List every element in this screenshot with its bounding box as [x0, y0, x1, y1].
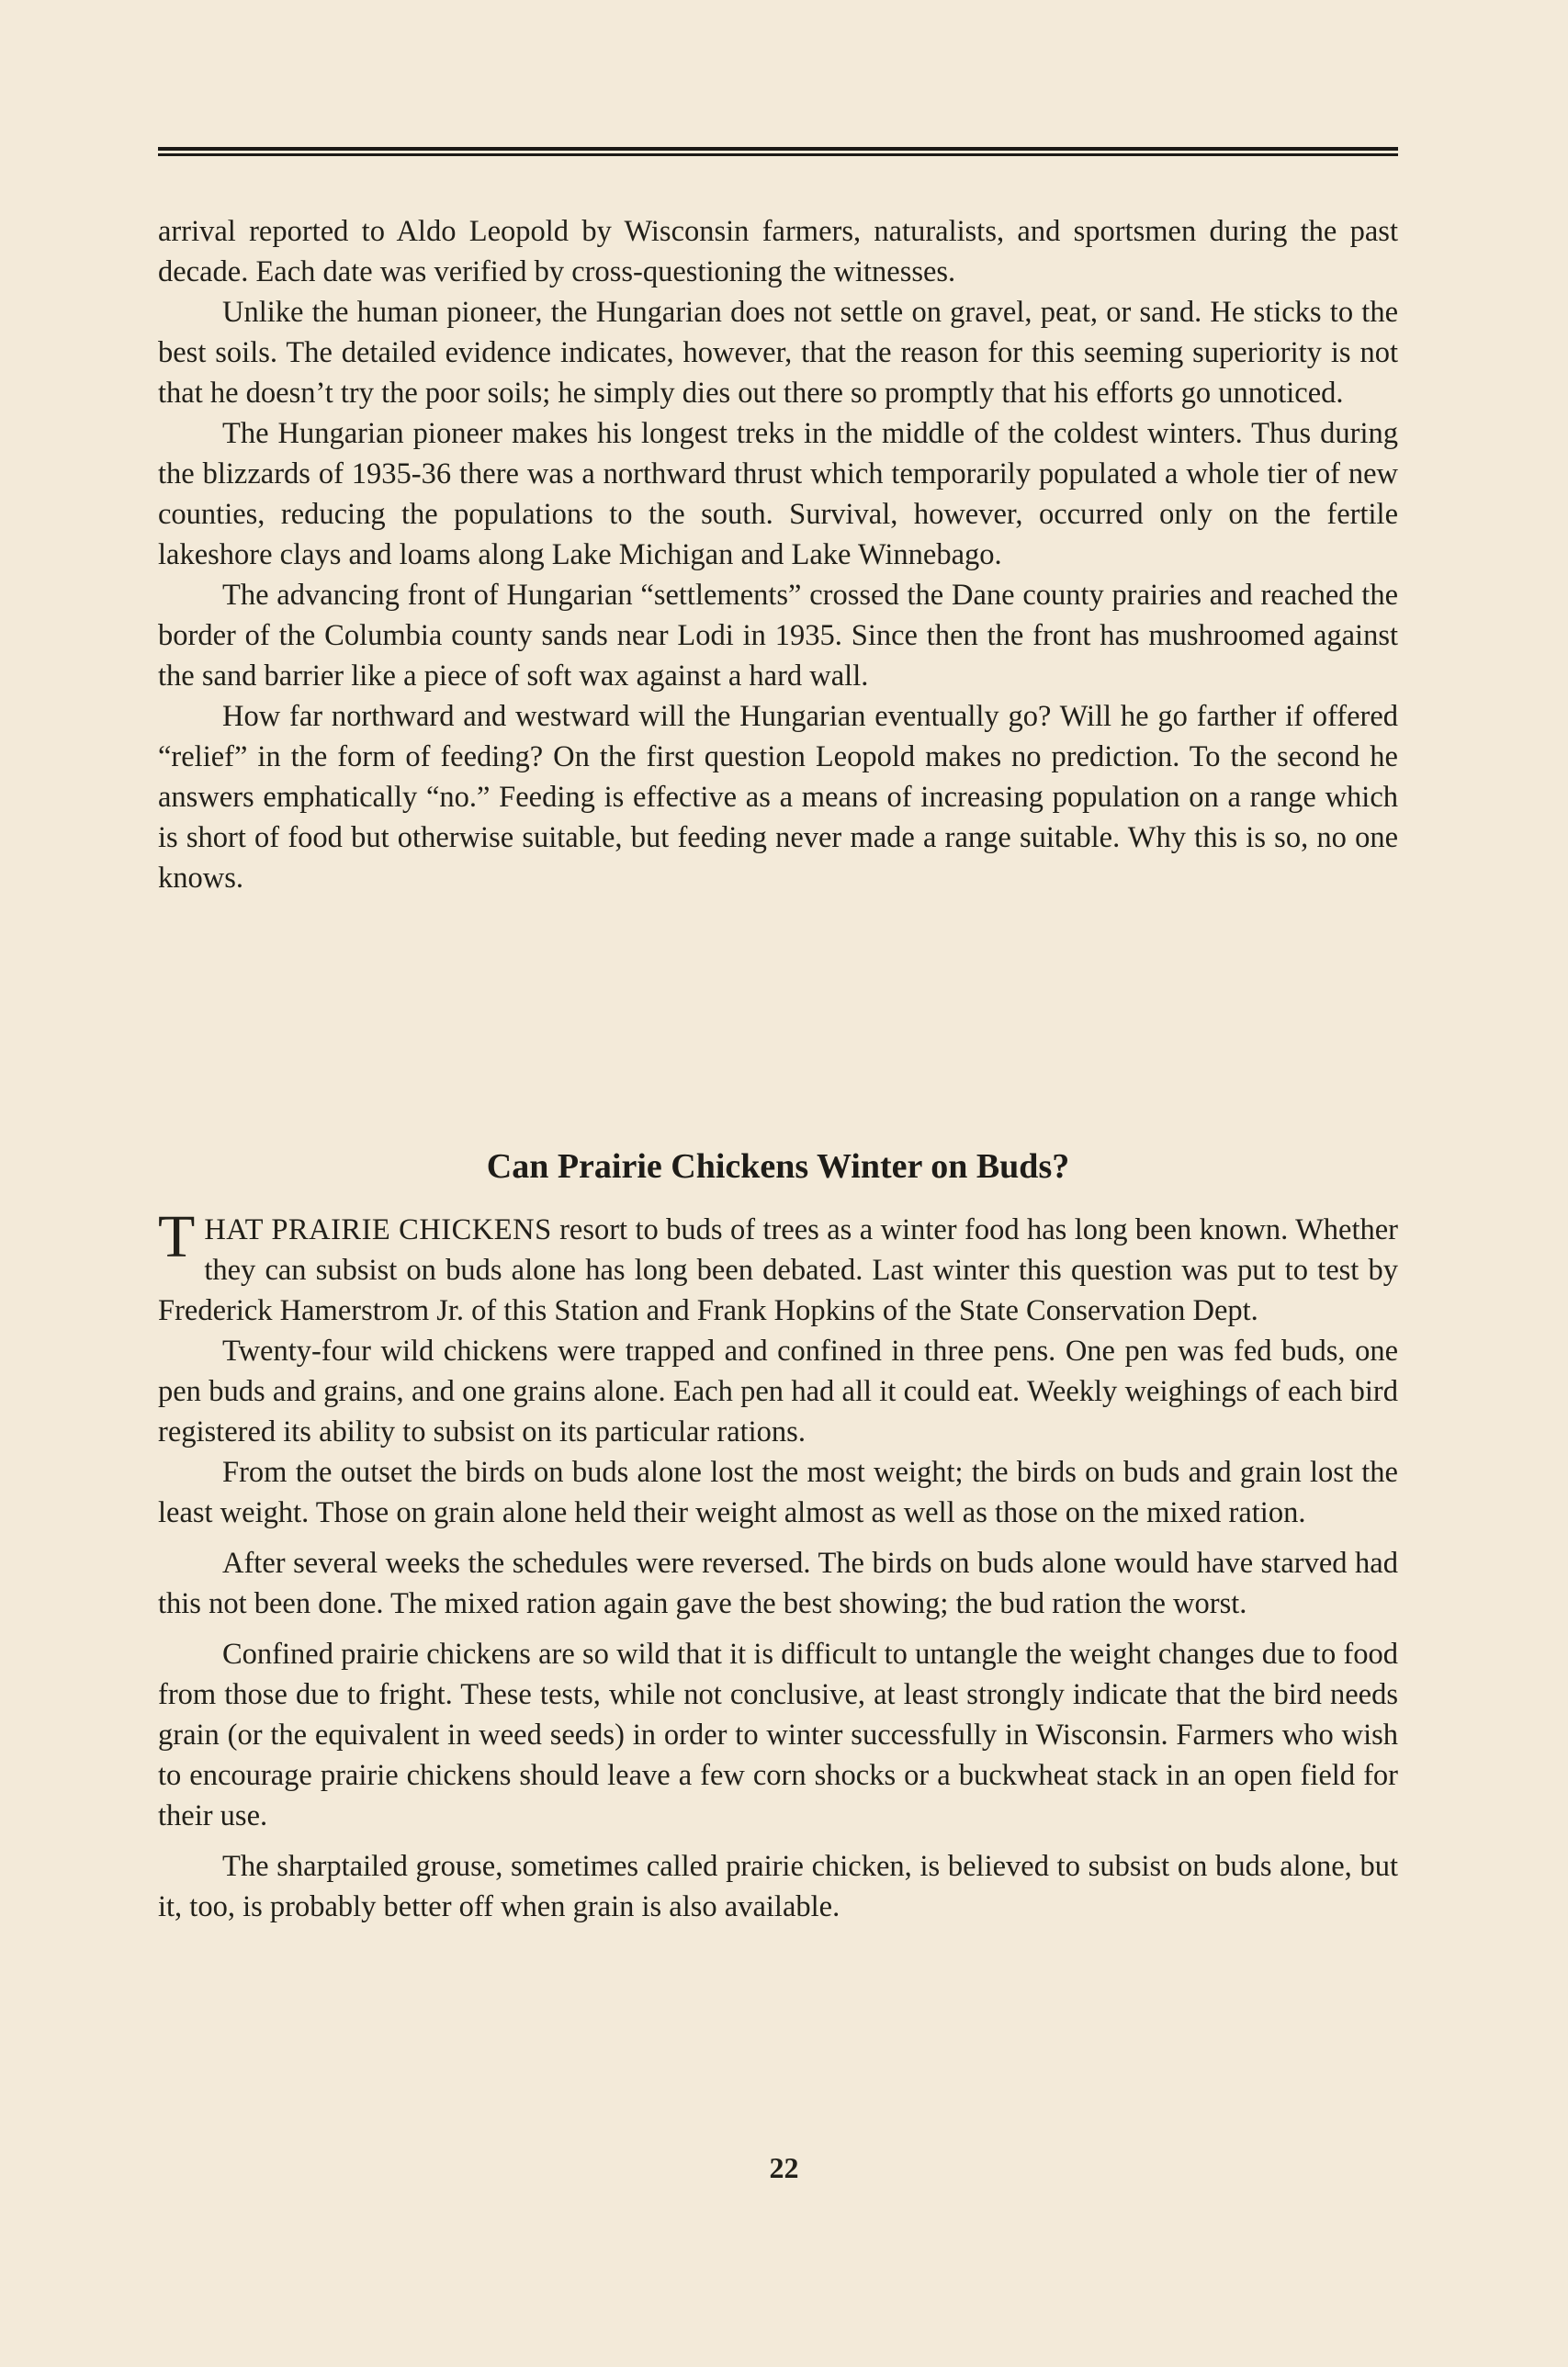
paragraph: How far northward and westward will the Hungarian eventually go? Will he go farther if offered “relief” in the form of feeding? On the first question Leopold makes no prediction. To the second he answers emphatically “no.” Feeding is effective as a means of increasing population on a range which is short of food but otherwise suitable, but feeding never made a range suitable. Why this is so, no one knows.	[158, 700, 1398, 895]
lead-paragraph-text: resort to buds of trees as a winter food has long been known. Whether they can subsist on buds alone has long been debated. Last winter this question was put to test by Frederick Hamerstrom Jr. of this Station and Frank Hopkins of the State Conservation Dept.	[158, 1213, 1398, 1327]
page-number: 22	[769, 2151, 799, 2184]
paragraph: After several weeks the schedules were reversed. The birds on buds alone would have starved had this not been done. The mixed ration again gave the best showing; the bud ration the worst.	[158, 1547, 1398, 1620]
paragraph: arrival reported to Aldo Leopold by Wisconsin farmers, naturalists, and sportsmen during the past decade. Each date was verified by cross-questioning the witnesses.	[158, 215, 1398, 288]
header-rule-thin	[158, 153, 1398, 156]
paragraph: Unlike the human pioneer, the Hungarian does not settle on gravel, peat, or sand. He sticks to the best soils. The detailed evidence indicates, however, that the reason for this seeming superiority is not that he doesn’t try the poor soils; he simply dies out there so promptly that his efforts go unnoticed.	[158, 296, 1398, 410]
paragraph: Twenty-four wild chickens were trapped and confined in three pens. One pen was fed buds, one pen buds and grains, and one grains alone. Each pen had all it could eat. Weekly weighings of each bird registered its ability to subsist on its particular rations.	[158, 1335, 1398, 1448]
paragraph: The Hungarian pioneer makes his longest treks in the middle of the coldest winters. Thus during the blizzards of 1935-36 there was a northward thrust which temporarily populated a whole tier of new counties, reducing the populations to the south. Survival, however, occurred only on the fertile lakeshore clays and loams along Lake Michigan and Lake Winnebago.	[158, 417, 1398, 571]
paragraph: Confined prairie chickens are so wild that it is difficult to untangle the weight changes due to food from those due to fright. These tests, while not conclusive, at least strongly indicate that the bird needs grain (or the equivalent in weed seeds) in order to winter successfully in Wisconsin. Farmers who wish to encourage prairie chickens should leave a few corn shocks or a buckwheat stack in an open field for their use.	[158, 1638, 1398, 1832]
drop-cap: T	[158, 1203, 196, 1270]
continued-article-text	[158, 211, 1398, 898]
paragraph: The sharptailed grouse, sometimes called prairie chicken, is believed to subsist on buds alone, but it, too, is probably better off when grain is also available.	[158, 1850, 1398, 1923]
lead-paragraph	[158, 1203, 1398, 1331]
paragraph: The advancing front of Hungarian “settlements” crossed the Dane county prairies and reached the border of the Columbia county sands near Lodi in 1935. Since then the front has mushroomed against the sand barrier like a piece of soft wax against a hard wall.	[158, 579, 1398, 693]
article-body	[158, 1203, 1398, 1937]
lead-caps: HAT PRAIRIE CHICKENS	[204, 1213, 552, 1246]
article-title: Can Prairie Chickens Winter on Buds?	[486, 1147, 1070, 1186]
paragraph: From the outset the birds on buds alone lost the most weight; the birds on buds and grain lost the least weight. Those on grain alone held their weight almost as well as those on the mixed ration.	[158, 1456, 1398, 1529]
header-rule-thick	[158, 147, 1398, 151]
